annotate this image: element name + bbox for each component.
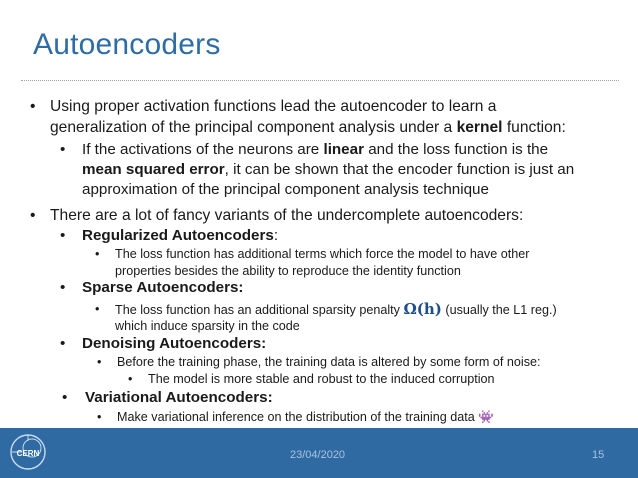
- sub-sub-sub-bullet-marker: •: [128, 372, 133, 386]
- variant-sparse-desc-1: The loss function has an additional sparsity penalty Ω(h) (usually the L1 reg.): [115, 300, 557, 318]
- sub-bullet-marker: •: [60, 279, 66, 296]
- sub-bullet-1-line-1: If the activations of the neurons are linear and the loss function is the: [82, 141, 549, 158]
- sub-bullet-1-line-2: mean squared error, it can be shown that the encoder function is just an: [82, 161, 575, 178]
- variant-sparse-name: Sparse Autoencoders:: [82, 279, 244, 296]
- bullet-marker: •: [30, 98, 36, 115]
- variant-regularized-desc-2: properties besides the ability to reproduce the identity function: [115, 264, 461, 278]
- sub-bullet-marker: •: [60, 227, 66, 244]
- logo-text: CERN: [16, 449, 40, 458]
- variant-variational-desc-1: Make variational inference on the distribution of the training data 👾: [117, 410, 494, 424]
- variant-denoising-desc-sub: The model is more stable and robust to the induced corruption: [148, 372, 495, 386]
- sub-bullet-1-line-3: approximation of the principal component analysis technique: [82, 181, 489, 198]
- variant-denoising-desc-1: Before the training phase, the training data is altered by some form of noise:: [117, 355, 541, 369]
- omega-penalty-math: Ω(h): [403, 300, 442, 318]
- sub-bullet-marker: •: [60, 335, 66, 352]
- sub-sub-bullet-marker: •: [97, 410, 102, 424]
- title-divider: [21, 80, 619, 81]
- variant-denoising-name: Denoising Autoencoders:: [82, 335, 267, 352]
- sub-bullet-marker: •: [60, 141, 66, 158]
- sub-sub-bullet-marker: •: [95, 247, 100, 261]
- slide-title: Autoencoders: [33, 28, 221, 61]
- variant-variational-name: Variational Autoencoders:: [85, 389, 273, 406]
- variant-regularized-desc-1: The loss function has additional terms which force the model to have other: [115, 247, 530, 261]
- bullet-1-line-1: Using proper activation functions lead the autoencoder to learn a: [50, 98, 497, 115]
- sub-sub-bullet-marker: •: [97, 355, 102, 369]
- page-number: 15: [592, 449, 605, 461]
- footer-date: 23/04/2020: [290, 449, 346, 461]
- bullet-marker: •: [30, 207, 36, 224]
- bullet-2-line-1: There are a lot of fancy variants of the undercomplete autoencoders:: [50, 207, 524, 224]
- bullet-1-line-2: generalization of the principal component analysis under a kernel function:: [50, 119, 566, 136]
- slide-footer: [0, 428, 638, 478]
- variant-sparse-desc-2: which induce sparsity in the code: [115, 319, 300, 333]
- variant-regularized-name: Regularized Autoencoders:: [82, 227, 279, 244]
- alien-emoji-icon: 👾: [478, 410, 494, 424]
- cern-logo-icon: [8, 432, 48, 472]
- sub-sub-bullet-marker: •: [95, 302, 100, 316]
- sub-bullet-marker: •: [62, 389, 68, 406]
